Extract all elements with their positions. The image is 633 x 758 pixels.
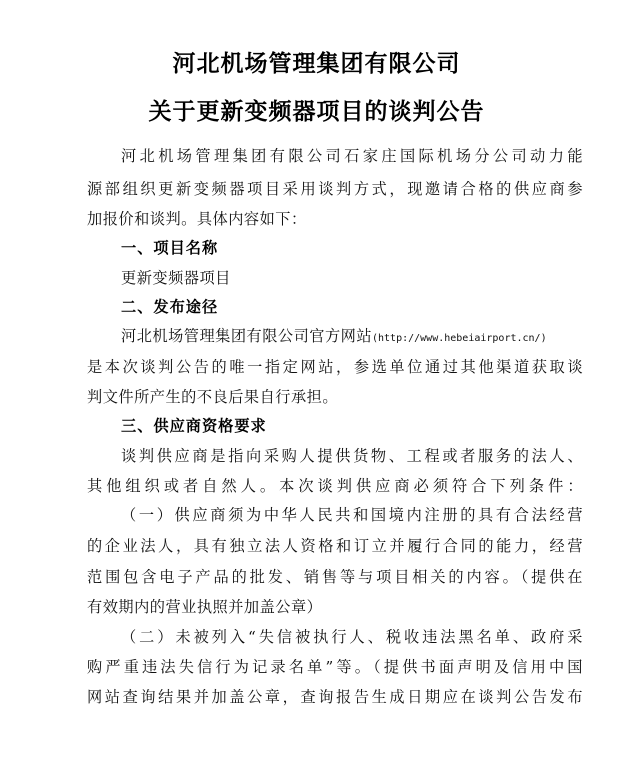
qualification-item1-line: 的企业法人，具有独立法人资格和订立并履行合同的能力，经营	[87, 537, 583, 555]
official-website-line	[121, 326, 583, 349]
qualification-item2-line: （二）未被列入“失信被执行人、税收违法黑名单、政府采	[121, 628, 583, 646]
intro-line: 源部组织更新变频器项目采用谈判方式，现邀请合格的供应商参	[87, 180, 583, 198]
official-website-text: 河北机场管理集团有限公司官方网站	[121, 327, 372, 345]
document-title-line1: 河北机场管理集团有限公司	[172, 51, 461, 77]
qualification-item2-line: 网站查询结果并加盖公章，查询报告生成日期应在谈判公告发布	[87, 688, 583, 706]
intro-line: 河北机场管理集团有限公司石家庄国际机场分公司动力能	[121, 147, 583, 165]
project-name-text: 更新变频器项目	[121, 269, 231, 287]
section-heading-supplier-qualification: 三、供应商资格要求	[121, 417, 267, 435]
qualification-item1-line: 范围包含电子产品的批发、销售等与项目相关的内容。（提供在	[87, 568, 583, 586]
intro-line: 加报价和谈判。具体内容如下：	[87, 210, 307, 228]
qualification-intro-line: 其他组织或者自然人。本次谈判供应商必须符合下列条件：	[87, 477, 583, 495]
channel-note-line: 是本次谈判公告的唯一指定网站，参选单位通过其他渠道获取谈	[87, 358, 583, 376]
channel-note-line: 判文件所产生的不良后果自行承担。	[87, 388, 338, 406]
qualification-item1-line: （一）供应商须为中华人民共和国境内注册的具有合法经营	[121, 506, 583, 524]
section-heading-project-name: 一、项目名称	[121, 239, 219, 257]
qualification-item2-line: 购严重违法失信行为记录名单”等。（提供书面声明及信用中国	[87, 658, 583, 676]
qualification-item1-line: 有效期内的营业执照并加盖公章）	[87, 598, 323, 616]
section-heading-publishing-channel: 二、发布途径	[121, 298, 219, 316]
qualification-intro-line: 谈判供应商是指向采购人提供货物、工程或者服务的法人、	[121, 447, 583, 465]
document-title-line2: 关于更新变频器项目的谈判公告	[148, 99, 485, 125]
official-website-url: (http://www.hebeiairport.cn/)	[372, 333, 547, 344]
